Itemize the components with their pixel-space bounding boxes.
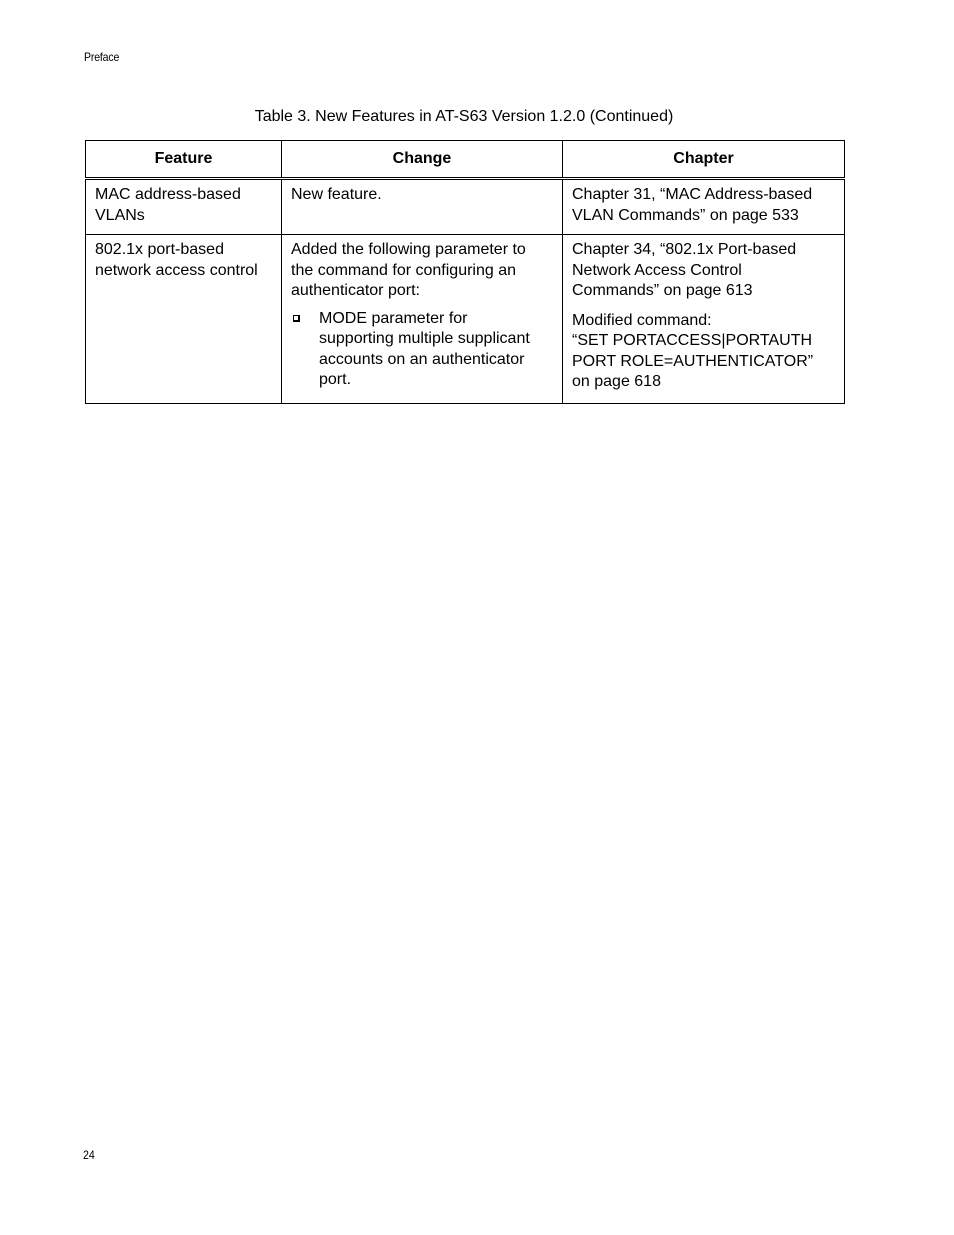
checkbox-bullet-icon — [291, 309, 319, 391]
text-line: Added the following parameter to — [291, 241, 526, 258]
table-row — [86, 235, 845, 404]
bullet-item — [291, 309, 554, 391]
text-line: New feature. — [291, 186, 382, 203]
bullet-text — [319, 309, 554, 391]
text-line: on page 618 — [572, 373, 661, 390]
text-line: PORT ROLE=AUTHENTICATOR” — [572, 352, 814, 370]
change-cell — [282, 179, 563, 235]
column-header-chapter: Chapter — [563, 141, 845, 179]
text-line: Modified command: — [572, 311, 712, 329]
text-line: Network Access Control — [572, 261, 742, 279]
text-line: VLANs — [95, 206, 145, 224]
text-line: accounts on an authenticator — [319, 350, 525, 368]
features-table — [85, 140, 845, 404]
text-line: MODE parameter for — [319, 309, 468, 327]
text-line: the command for configuring an — [291, 261, 517, 279]
text-line: MAC address-based — [95, 186, 241, 203]
page-number: 24 — [83, 1148, 95, 1162]
chapter-cell — [563, 235, 845, 404]
feature-cell — [86, 179, 282, 235]
text-line: authenticator port: — [291, 282, 420, 299]
column-header-feature: Feature — [86, 141, 282, 179]
text-line: “SET PORTACCESS|PORTAUTH — [572, 332, 813, 349]
text-line: Commands” on page 613 — [572, 282, 753, 299]
text-line: supporting multiple supplicant — [319, 330, 530, 347]
text-line: Chapter 34, “802.1x Port-based — [572, 241, 797, 258]
chapter-cell — [563, 179, 845, 235]
text-line: VLAN Commands” on page 533 — [572, 206, 799, 224]
running-header: Preface — [84, 50, 120, 64]
table-header-row — [86, 141, 845, 179]
change-cell — [282, 235, 563, 404]
table-row — [86, 179, 845, 235]
feature-cell — [86, 235, 282, 404]
modified-command-note — [572, 311, 836, 393]
table-caption: Table 3. New Features in AT-S63 Version 1.2.0 (Continued) — [254, 108, 674, 125]
text-line: network access control — [95, 261, 258, 279]
text-line: Chapter 31, “MAC Address-based — [572, 186, 813, 203]
text-line: port. — [319, 371, 352, 388]
text-line: 802.1x port-based — [95, 241, 224, 258]
column-header-change: Change — [282, 141, 563, 179]
